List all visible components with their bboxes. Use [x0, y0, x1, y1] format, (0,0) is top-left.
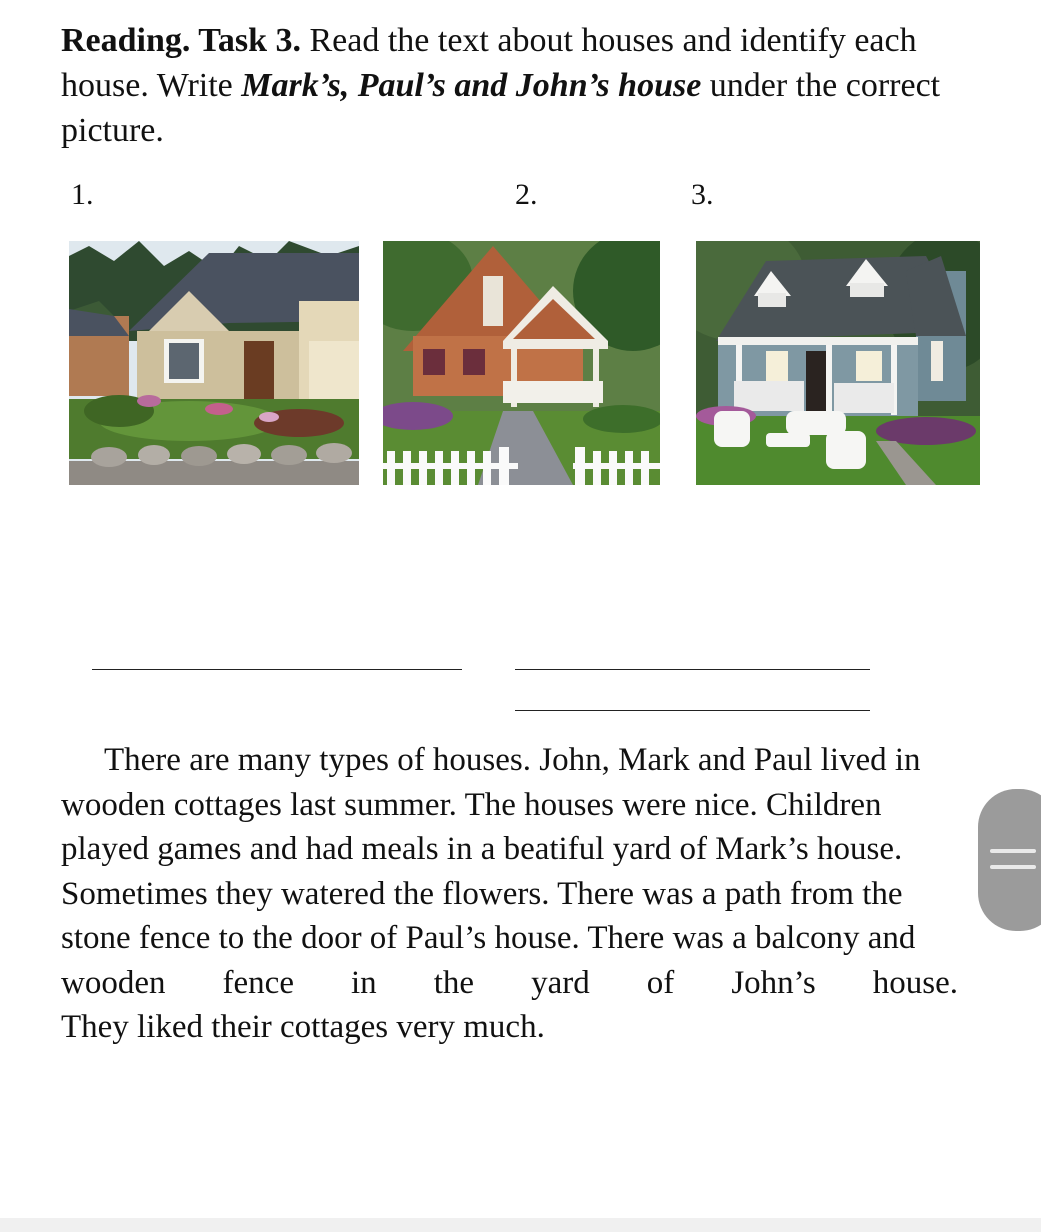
text-line-5: stone fence to the door of Paul’s house. There was a balcony and	[61, 920, 916, 956]
task-label: Reading. Task 3.	[61, 22, 301, 59]
text-line-1: There are many types of houses. John, Mark and Paul lived in	[104, 742, 921, 778]
text-line-7: They liked their cottages very much.	[61, 1009, 545, 1045]
scroll-handle-icon	[990, 849, 1036, 853]
scroll-handle[interactable]	[978, 789, 1041, 931]
text-line-6: wooden fence in the yard of John’s house.	[61, 964, 958, 1001]
picture-number-2: 2.	[515, 178, 538, 211]
task-instruction-end: under the correct picture.	[61, 67, 941, 149]
task-instruction-start: Read the text about houses and identify each house. Write	[61, 22, 917, 104]
house-photo-2	[383, 241, 660, 485]
text-line-4: Sometimes they watered the flowers. There was a path from the	[61, 875, 903, 912]
reading-text	[61, 738, 958, 1050]
answer-line-3[interactable]	[515, 710, 870, 711]
house-photo-3	[696, 241, 980, 485]
picture-number-1: 1.	[71, 178, 94, 211]
text-line-2: wooden cottages last summer. The houses were nice. Children	[61, 786, 882, 823]
answer-line-1[interactable]	[92, 669, 462, 670]
task-houses-phrase: Mark’s, Paul’s and John’s house	[241, 67, 702, 104]
picture-number-3: 3.	[691, 178, 714, 211]
text-line-3: played games and had meals in a beatiful yard of Mark’s house.	[61, 831, 903, 867]
task-heading	[61, 18, 991, 153]
bottom-strip	[0, 1218, 1041, 1232]
scroll-handle-icon-lower	[990, 865, 1036, 869]
house-photo-1	[69, 241, 359, 485]
answer-line-2[interactable]	[515, 669, 870, 670]
